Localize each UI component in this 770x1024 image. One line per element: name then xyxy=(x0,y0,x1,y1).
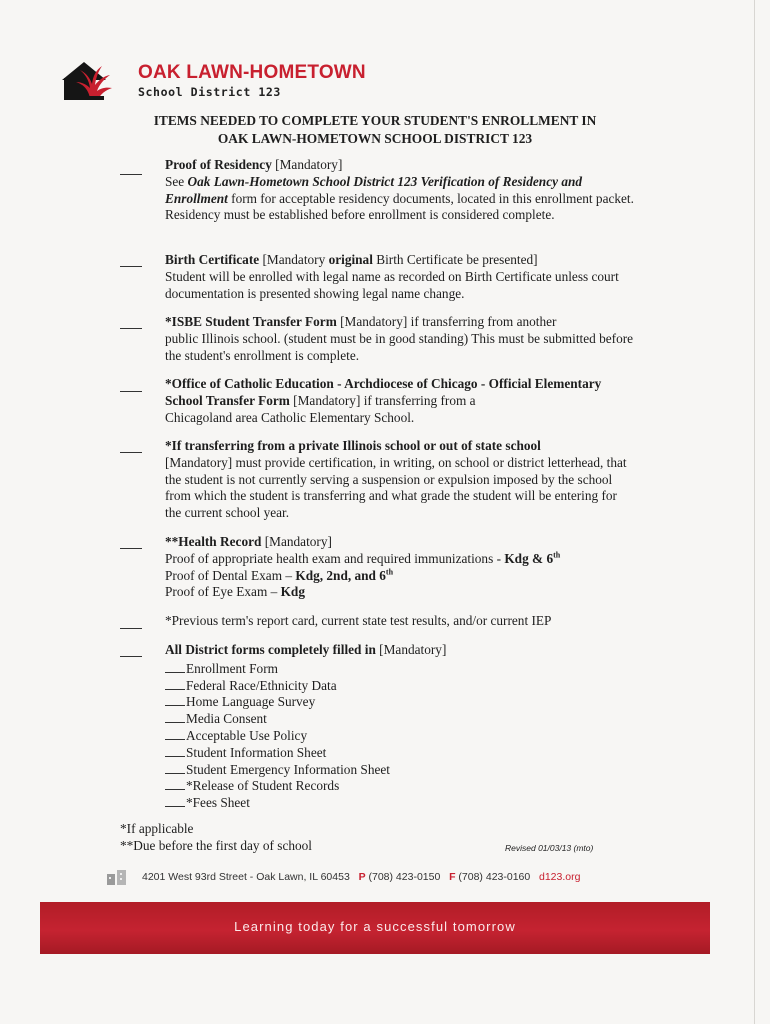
item-heading-note: [Mandatory] if transferring from another xyxy=(336,314,557,329)
tagline: Learning today for a successful tomorrow xyxy=(234,919,516,934)
fax-label: F xyxy=(449,871,456,883)
health-line-1: Proof of appropriate health exam and required immunizations - xyxy=(165,550,505,566)
checkbox-line xyxy=(165,729,185,740)
item-catholic-transfer xyxy=(165,376,635,426)
item-body-pre: See xyxy=(165,173,188,189)
health-line-3: Proof of Eye Exam – xyxy=(165,584,281,600)
list-item xyxy=(165,678,635,695)
checkbox-line xyxy=(165,679,185,690)
item-heading: **Health Record xyxy=(165,534,262,549)
title-line-2: OAK LAWN-HOMETOWN SCHOOL DISTRICT 123 xyxy=(217,131,533,146)
checkbox-line xyxy=(120,656,142,657)
item-body: [Mandatory] must provide certification, in writing, on school or district letterhead, that the student is not currently serving a suspension or expulsion imposed by the school from which the student is transferring and what grade the student will be entering for the current school year. xyxy=(165,454,627,521)
item-proof-of-residency xyxy=(165,157,635,224)
ordinal-suffix: th xyxy=(553,550,561,560)
list-item xyxy=(165,762,635,779)
ordinal-suffix: th xyxy=(385,567,394,577)
list-item xyxy=(165,694,635,711)
form-name: *Release of Student Records xyxy=(186,778,340,794)
item-body: Student will be enrolled with legal name as recorded on Birth Certificate unless court documentation is presented showing legal name change. xyxy=(165,268,619,301)
item-body: Chicagoland area Catholic Elementary School. xyxy=(165,409,415,425)
page-title xyxy=(150,112,600,148)
item-heading: Proof of Residency xyxy=(165,157,272,172)
building-icon xyxy=(104,866,130,886)
item-heading-note: [Mandatory xyxy=(259,252,329,267)
street-address: 4201 West 93rd Street - Oak Lawn, IL 60453 xyxy=(142,871,350,883)
item-district-forms xyxy=(165,642,635,812)
revision-date: Revised 01/03/13 (mto) xyxy=(505,843,594,853)
list-item xyxy=(165,778,635,795)
note-if-applicable: *If applicable xyxy=(120,821,194,836)
checkbox-line xyxy=(120,328,142,329)
footnotes xyxy=(120,820,312,854)
health-line-3-grades: Kdg xyxy=(280,584,305,600)
item-heading-emphasis: original xyxy=(328,252,373,267)
list-item xyxy=(165,711,635,728)
item-heading-note: [Mandatory] if transferring from a xyxy=(289,392,476,408)
page-edge-divider xyxy=(754,0,755,1024)
district-logo-icon xyxy=(62,58,132,104)
form-name: Student Information Sheet xyxy=(186,744,327,760)
checkbox-line xyxy=(120,174,142,175)
item-heading: *ISBE Student Transfer Form xyxy=(165,314,337,329)
checkbox-line xyxy=(120,628,142,629)
checkbox-line xyxy=(120,452,142,453)
item-body: public Illinois school. (student must be in good standing) This must be submitted before the student's enrollment is complete. xyxy=(165,330,634,363)
form-name: *Fees Sheet xyxy=(186,795,250,811)
checkbox-line xyxy=(120,266,142,267)
list-item xyxy=(165,795,635,812)
item-heading-note: [Mandatory] xyxy=(375,642,447,657)
checkbox-line xyxy=(165,695,185,706)
item-birth-certificate xyxy=(165,252,635,302)
item-body: form for acceptable residency documents, located in this enrollment packet. Residency must be established before enrollment is considered complete. xyxy=(165,190,634,223)
checkbox-line xyxy=(120,391,142,392)
health-line-2-grades: Kdg, 2nd, and 6 xyxy=(295,567,386,583)
form-name: Acceptable Use Policy xyxy=(186,727,308,743)
fax-number: (708) 423-0160 xyxy=(458,871,531,883)
item-body: *Previous term's report card, current state test results, and/or current IEP xyxy=(165,613,552,628)
item-heading-note: [Mandatory] xyxy=(271,157,343,172)
note-due-date: **Due before the first day of school xyxy=(120,838,313,853)
checkbox-line xyxy=(165,662,185,673)
phone-number: (708) 423-0150 xyxy=(368,871,441,883)
item-heading: All District forms completely filled in xyxy=(165,642,376,657)
item-heading: *Office of Catholic Education - Archdiocese of Chicago - Official Elementary School Transfer Form xyxy=(165,376,602,408)
item-form-title: Oak Lawn-Hometown School District 123 Verification of Residency and Enrollment xyxy=(165,173,583,206)
phone-label: P xyxy=(358,871,366,883)
checkbox-line xyxy=(165,779,185,790)
website-link[interactable]: d123.org xyxy=(539,871,581,883)
form-name: Student Emergency Information Sheet xyxy=(186,761,390,777)
checkbox-line xyxy=(165,796,185,807)
item-health-record xyxy=(165,534,635,601)
district-name: OAK LAWN-HOMETOWN xyxy=(138,62,366,83)
form-name: Federal Race/Ethnicity Data xyxy=(186,677,337,693)
item-heading-note-end: Birth Certificate be presented] xyxy=(372,252,538,267)
title-line-1: ITEMS NEEDED TO COMPLETE YOUR STUDENT'S ENROLLMENT IN xyxy=(153,113,597,128)
list-item xyxy=(165,661,635,678)
district-subtitle: School District 123 xyxy=(138,85,281,99)
footer-contact xyxy=(142,871,580,883)
item-heading: *If transferring from a private Illinois school or out of state school xyxy=(165,438,541,453)
footer-banner xyxy=(40,902,710,954)
form-name: Enrollment Form xyxy=(186,660,278,676)
district-forms-list xyxy=(165,661,635,812)
form-name: Media Consent xyxy=(186,711,267,727)
checkbox-line xyxy=(165,746,185,757)
list-item xyxy=(165,728,635,745)
item-heading: Birth Certificate xyxy=(165,252,260,267)
item-private-transfer xyxy=(165,438,635,522)
checkbox-line xyxy=(120,548,142,549)
list-item xyxy=(165,745,635,762)
item-heading-note: [Mandatory] xyxy=(261,534,332,549)
health-line-1-grades: Kdg & 6 xyxy=(504,550,554,566)
item-isbe-transfer xyxy=(165,314,635,364)
checkbox-line xyxy=(165,763,185,774)
health-line-2: Proof of Dental Exam – xyxy=(165,567,296,583)
item-previous-records xyxy=(165,613,635,630)
checkbox-line xyxy=(165,712,185,723)
form-name: Home Language Survey xyxy=(186,694,316,710)
